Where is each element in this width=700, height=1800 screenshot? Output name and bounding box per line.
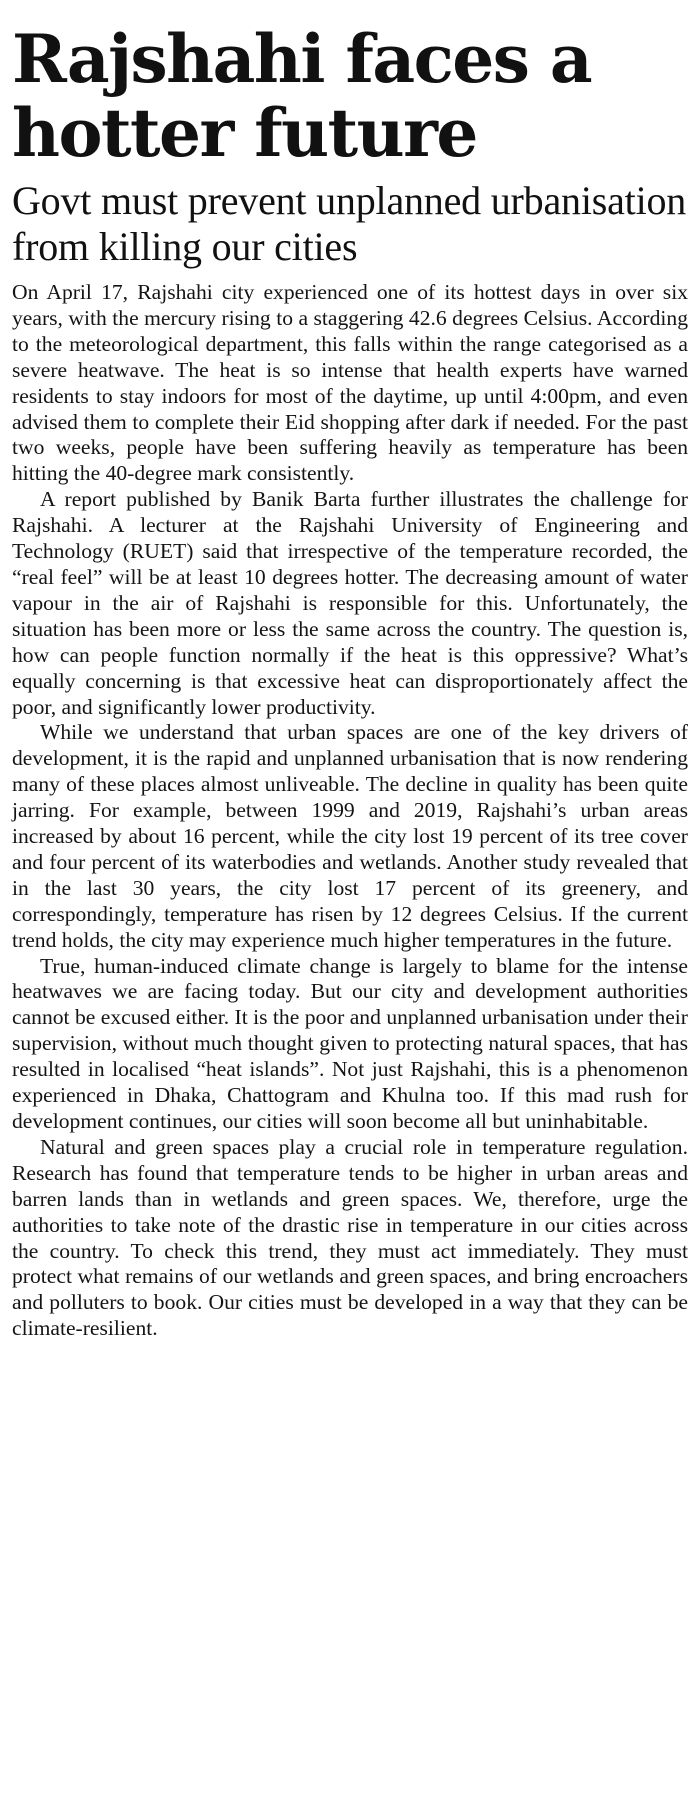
paragraph-1: On April 17, Rajshahi city experienced one of its hottest days in over six years, with the mercury rising to a staggering 42.6 degrees Celsius. According to the meteorological department, this falls within the range categorised as a severe heatwave. The heat is so intense that health experts have warned residents to stay indoors for most of the daytime, up until 4:00pm, and even advised them to complete their Eid shopping after dark if needed. For the past two weeks, people have been suffering heavily as temperature has been hitting the 40-degree mark consistently. bbox=[12, 280, 688, 486]
paragraph-3: While we understand that urban spaces are one of the key drivers of development, it is the rapid and unplanned urbanisation that is now rendering many of these places almost unliveable. The decline in quality has been quite jarring. For example, between 1999 and 2019, Rajshahi’s urban areas increased by about 16 percent, while the city lost 19 percent of its tree cover and four percent of its waterbodies and wetlands. Another study revealed that in the last 30 years, the city lost 17 percent of its greenery, and correspondingly, temperature has risen by 12 degrees Celsius. If the current trend holds, the city may experience much higher temperatures in the future. bbox=[12, 720, 688, 952]
paragraph-5: Natural and green spaces play a crucial role in temperature regulation. Research has found that temperature tends to be higher in urban areas and barren lands than in wetlands and green spaces. We, therefore, urge the authorities to take note of the drastic rise in temperature in our cities across the country. To check this trend, they must act immediately. They must protect what remains of our wetlands and green spaces, and bring encroachers and polluters to book. Our cities must be developed in a way that they can be climate-resilient. bbox=[12, 1134, 688, 1341]
editorial-article bbox=[12, 22, 688, 1342]
article-body bbox=[12, 280, 688, 1342]
headline: Rajshahi faces a hotter future bbox=[12, 20, 592, 172]
paragraph-2: A report published by Banik Barta further illustrates the challenge for Rajshahi. A lecturer at the Rajshahi University of Engineering and Technology (RUET) said that irrespective of the temperature recorded, the “real feel” will be at least 10 degrees hotter. The decreasing amount of water vapour in the air of Rajshahi is responsible for this. Unfortunately, the situation has been more or less the same across the country. The question is, how can people function normally if the heat is this oppressive? What’s equally concerning is that excessive heat can disproportionately affect the poor, and significantly lower productivity. bbox=[12, 487, 688, 719]
paragraph-4: True, human-induced climate change is largely to blame for the intense heatwaves we are facing today. But our city and development authorities cannot be excused either. It is the poor and unplanned urbanisation under their supervision, without much thought given to protecting natural spaces, that has resulted in localised “heat islands”. Not just Rajshahi, this is a phenomenon experienced in Dhaka, Chattogram and Khulna too. If this mad rush for development continues, our cities will soon become all but uninhabitable. bbox=[12, 953, 688, 1133]
subheadline: Govt must prevent unplanned urbanisation from killing our cities bbox=[12, 178, 687, 269]
